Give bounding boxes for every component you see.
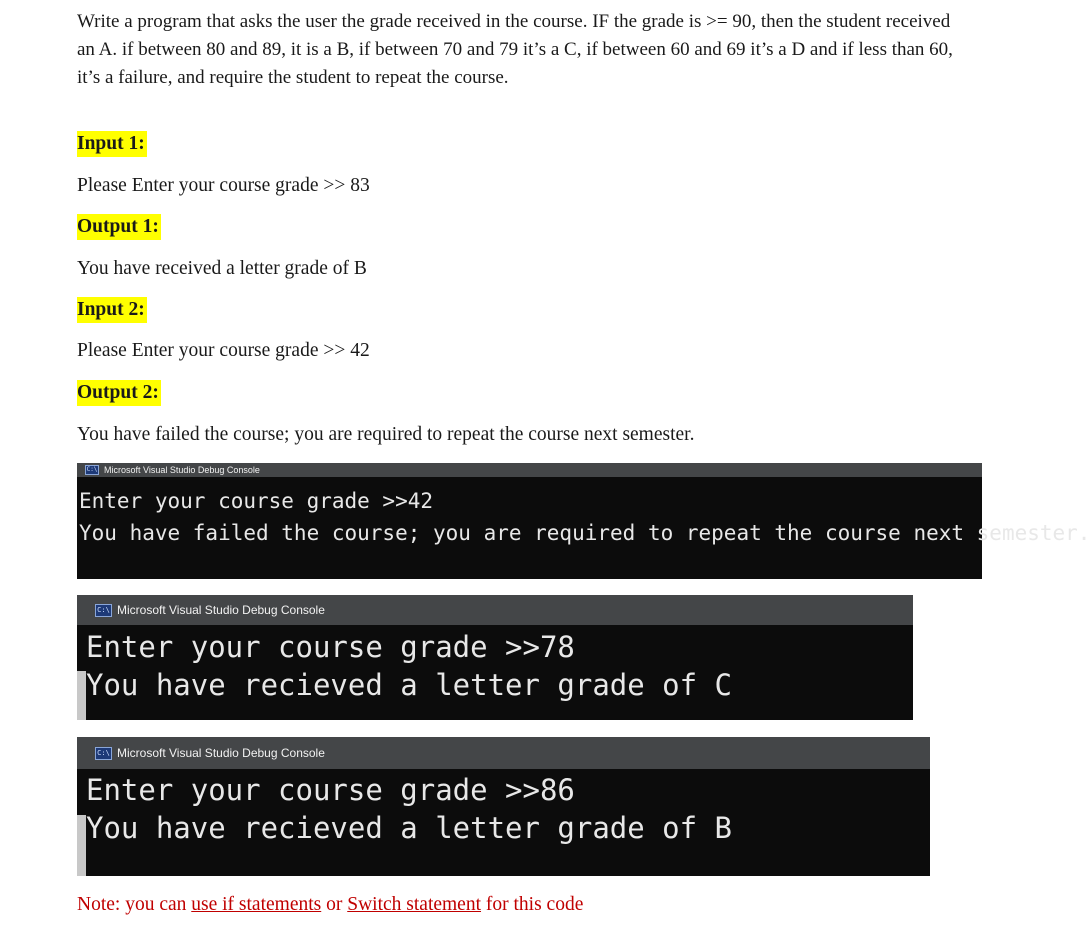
- note-prefix: Note: you can: [77, 894, 192, 915]
- note-suffix: for this code: [481, 894, 584, 915]
- debug-console-3: [77, 737, 930, 876]
- console-app-icon: C:\: [86, 466, 98, 473]
- input-2-label: Input 2:: [77, 297, 147, 323]
- console-1-line-2: You have failed the course; you are required to repeat the course next semester.: [79, 521, 1090, 545]
- input-1-label: Input 1:: [77, 131, 147, 157]
- console-2-line-2: You have recieved a letter grade of C: [86, 668, 733, 702]
- console-app-icon: C:\: [95, 747, 112, 760]
- output-1-text: You have received a letter grade of B: [77, 258, 367, 279]
- debug-console-2: [77, 595, 913, 720]
- note-line: [77, 894, 583, 916]
- console-3-line-1: Enter your course grade >>86: [86, 773, 575, 807]
- console-3-line-2: You have recieved a letter grade of B: [86, 811, 733, 845]
- console-1-titlebar: [77, 463, 982, 477]
- input-2-text: Please Enter your course grade >> 42: [77, 340, 370, 361]
- debug-console-1: [77, 463, 1090, 579]
- console-2-titlebar: [77, 595, 913, 625]
- console-2-title: Microsoft Visual Studio Debug Console: [117, 603, 325, 617]
- console-1-line-1: Enter your course grade >>42: [79, 489, 434, 513]
- console-2-left-edge: [77, 671, 86, 720]
- console-3-left-edge: [77, 815, 86, 876]
- output-1-label: Output 1:: [77, 214, 161, 240]
- if-statements-link[interactable]: use if statements: [191, 894, 322, 915]
- console-3-titlebar: [77, 737, 930, 769]
- console-2-line-1: Enter your course grade >>78: [86, 630, 575, 664]
- switch-statement-link[interactable]: Switch statement: [347, 894, 482, 915]
- console-app-icon: C:\: [95, 604, 112, 617]
- output-2-text: You have failed the course; you are required to repeat the course next semester.: [77, 424, 695, 445]
- console-3-title: Microsoft Visual Studio Debug Console: [117, 746, 325, 760]
- input-1-text: Please Enter your course grade >> 83: [77, 175, 370, 196]
- console-1-title: Microsoft Visual Studio Debug Console: [104, 465, 260, 475]
- question-paragraph: Write a program that asks the user the grade received in the course. IF the grade is >= 90, then the student received an A. if between 80 and 89, it is a B, if between 70 and 79 it’s a C, if between 60 and 69 it’s a D and if less than 60, it’s a failure, and require the student to repeat the course.: [77, 11, 953, 88]
- note-middle: or: [321, 894, 348, 915]
- output-2-label: Output 2:: [77, 380, 161, 406]
